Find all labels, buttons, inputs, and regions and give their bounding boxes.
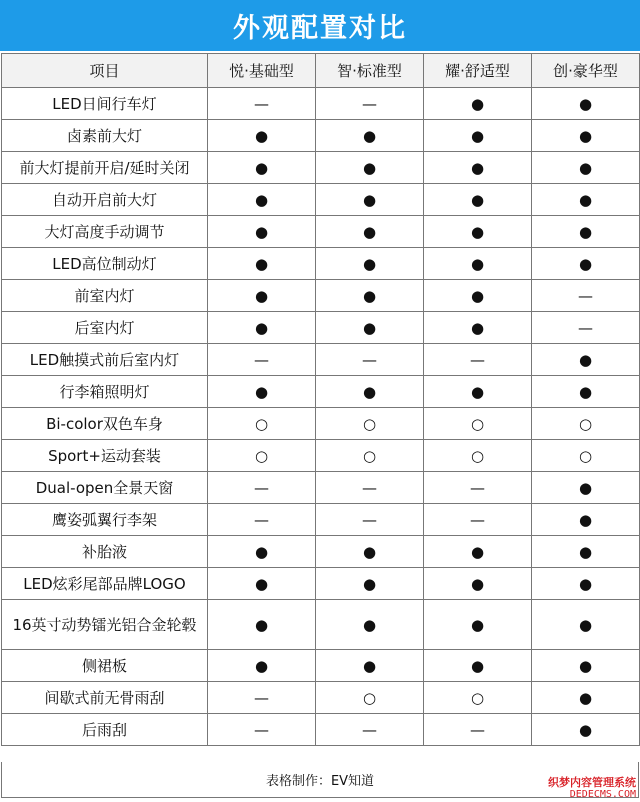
trim-cell xyxy=(424,600,532,650)
trim-cell xyxy=(424,714,532,746)
trim-cell xyxy=(208,88,316,120)
standard-dot-icon: ● xyxy=(470,574,485,593)
column-header-trim: 悦·基础型 xyxy=(208,54,316,88)
not-available-dash-icon: — xyxy=(254,94,269,113)
trim-cell xyxy=(316,120,424,152)
trim-cell xyxy=(532,120,640,152)
table-row xyxy=(2,216,640,248)
trim-cell xyxy=(532,682,640,714)
trim-cell xyxy=(532,600,640,650)
standard-dot-icon: ● xyxy=(254,126,269,145)
table-row xyxy=(2,568,640,600)
standard-dot-icon: ● xyxy=(254,656,269,675)
trim-cell xyxy=(208,682,316,714)
trim-cell xyxy=(316,568,424,600)
row-label: 补胎液 xyxy=(2,536,208,568)
trim-cell xyxy=(208,600,316,650)
row-label: 侧裙板 xyxy=(2,650,208,682)
trim-cell xyxy=(316,650,424,682)
standard-dot-icon: ● xyxy=(362,542,377,561)
standard-dot-icon: ● xyxy=(470,190,485,209)
trim-cell xyxy=(316,504,424,536)
trim-cell xyxy=(424,344,532,376)
trim-cell xyxy=(208,440,316,472)
trim-cell xyxy=(424,504,532,536)
standard-dot-icon: ● xyxy=(578,615,593,634)
trim-cell xyxy=(532,184,640,216)
optional-circle-icon: ○ xyxy=(470,446,485,465)
trim-cell xyxy=(424,120,532,152)
standard-dot-icon: ● xyxy=(254,382,269,401)
column-header-trim: 智·标准型 xyxy=(316,54,424,88)
row-label: 自动开启前大灯 xyxy=(2,184,208,216)
row-label: 卤素前大灯 xyxy=(2,120,208,152)
trim-cell xyxy=(532,536,640,568)
trim-cell xyxy=(316,344,424,376)
trim-cell xyxy=(316,472,424,504)
trim-cell xyxy=(532,472,640,504)
row-label: 鹰姿弧翼行李架 xyxy=(2,504,208,536)
optional-circle-icon: ○ xyxy=(362,446,377,465)
not-available-dash-icon: — xyxy=(470,478,485,497)
trim-cell xyxy=(208,376,316,408)
table-row xyxy=(2,682,640,714)
trim-cell xyxy=(208,650,316,682)
optional-circle-icon: ○ xyxy=(470,688,485,707)
trim-cell xyxy=(316,682,424,714)
not-available-dash-icon: — xyxy=(470,350,485,369)
trim-cell xyxy=(208,312,316,344)
row-label: LED触摸式前后室内灯 xyxy=(2,344,208,376)
optional-circle-icon: ○ xyxy=(362,414,377,433)
table-header-row xyxy=(2,54,640,88)
trim-cell xyxy=(424,408,532,440)
standard-dot-icon: ● xyxy=(254,615,269,634)
trim-cell xyxy=(208,344,316,376)
optional-circle-icon: ○ xyxy=(254,446,269,465)
trim-cell xyxy=(316,312,424,344)
standard-dot-icon: ● xyxy=(578,94,593,113)
trim-cell xyxy=(532,568,640,600)
trim-cell xyxy=(208,568,316,600)
trim-cell xyxy=(424,376,532,408)
not-available-dash-icon: — xyxy=(362,94,377,113)
not-available-dash-icon: — xyxy=(362,350,377,369)
standard-dot-icon: ● xyxy=(578,158,593,177)
table-row xyxy=(2,248,640,280)
table-row xyxy=(2,714,640,746)
table-row xyxy=(2,88,640,120)
trim-cell xyxy=(208,714,316,746)
trim-cell xyxy=(424,650,532,682)
standard-dot-icon: ● xyxy=(578,382,593,401)
row-label: Sport+运动套装 xyxy=(2,440,208,472)
standard-dot-icon: ● xyxy=(578,126,593,145)
standard-dot-icon: ● xyxy=(470,254,485,273)
standard-dot-icon: ● xyxy=(362,126,377,145)
trim-cell xyxy=(532,504,640,536)
trim-cell xyxy=(532,216,640,248)
trim-cell xyxy=(208,504,316,536)
standard-dot-icon: ● xyxy=(470,286,485,305)
optional-circle-icon: ○ xyxy=(362,688,377,707)
not-available-dash-icon: — xyxy=(362,510,377,529)
standard-dot-icon: ● xyxy=(470,542,485,561)
trim-cell xyxy=(208,408,316,440)
row-label: 后雨刮 xyxy=(2,714,208,746)
trim-cell xyxy=(424,472,532,504)
standard-dot-icon: ● xyxy=(470,126,485,145)
trim-cell xyxy=(532,312,640,344)
page-title: 外观配置对比 xyxy=(233,13,407,44)
standard-dot-icon: ● xyxy=(578,190,593,209)
standard-dot-icon: ● xyxy=(254,318,269,337)
standard-dot-icon: ● xyxy=(470,615,485,634)
standard-dot-icon: ● xyxy=(470,158,485,177)
trim-cell xyxy=(316,408,424,440)
row-label: 前室内灯 xyxy=(2,280,208,312)
trim-cell xyxy=(424,440,532,472)
optional-circle-icon: ○ xyxy=(578,414,593,433)
standard-dot-icon: ● xyxy=(470,94,485,113)
standard-dot-icon: ● xyxy=(362,382,377,401)
not-available-dash-icon: — xyxy=(362,478,377,497)
not-available-dash-icon: — xyxy=(254,720,269,739)
standard-dot-icon: ● xyxy=(254,190,269,209)
not-available-dash-icon: — xyxy=(254,478,269,497)
trim-cell xyxy=(532,714,640,746)
standard-dot-icon: ● xyxy=(254,574,269,593)
table-row xyxy=(2,312,640,344)
table-row xyxy=(2,120,640,152)
standard-dot-icon: ● xyxy=(362,656,377,675)
row-label: LED日间行车灯 xyxy=(2,88,208,120)
table-row xyxy=(2,440,640,472)
standard-dot-icon: ● xyxy=(362,222,377,241)
standard-dot-icon: ● xyxy=(362,318,377,337)
watermark-cn: 织梦内容管理系统 xyxy=(548,775,636,789)
trim-cell xyxy=(208,280,316,312)
standard-dot-icon: ● xyxy=(578,542,593,561)
standard-dot-icon: ● xyxy=(578,478,593,497)
trim-cell xyxy=(424,216,532,248)
table-row xyxy=(2,408,640,440)
trim-cell xyxy=(424,312,532,344)
trim-cell xyxy=(316,152,424,184)
standard-dot-icon: ● xyxy=(470,656,485,675)
trim-cell xyxy=(316,376,424,408)
standard-dot-icon: ● xyxy=(578,350,593,369)
table-row xyxy=(2,184,640,216)
row-label: 前大灯提前开启/延时关闭 xyxy=(2,152,208,184)
trim-cell xyxy=(316,536,424,568)
standard-dot-icon: ● xyxy=(578,720,593,739)
table-row xyxy=(2,504,640,536)
table-row xyxy=(2,536,640,568)
trim-cell xyxy=(208,184,316,216)
watermark-en: DEDECMS.COM xyxy=(569,789,636,800)
trim-cell xyxy=(208,536,316,568)
not-available-dash-icon: — xyxy=(254,350,269,369)
trim-cell xyxy=(532,248,640,280)
trim-cell xyxy=(316,88,424,120)
standard-dot-icon: ● xyxy=(578,688,593,707)
table-row xyxy=(2,280,640,312)
not-available-dash-icon: — xyxy=(578,318,593,337)
trim-cell xyxy=(532,88,640,120)
table-row xyxy=(2,650,640,682)
trim-cell xyxy=(316,248,424,280)
standard-dot-icon: ● xyxy=(578,656,593,675)
trim-cell xyxy=(208,472,316,504)
trim-cell xyxy=(532,650,640,682)
row-label: LED高位制动灯 xyxy=(2,248,208,280)
row-label: LED炫彩尾部品牌LOGO xyxy=(2,568,208,600)
standard-dot-icon: ● xyxy=(254,158,269,177)
row-label: 16英寸动势镭光铝合金轮毂 xyxy=(2,600,208,650)
row-label: 后室内灯 xyxy=(2,312,208,344)
trim-cell xyxy=(208,248,316,280)
table-row xyxy=(2,152,640,184)
watermark xyxy=(548,777,636,800)
optional-circle-icon: ○ xyxy=(470,414,485,433)
row-label: Dual-open全景天窗 xyxy=(2,472,208,504)
optional-circle-icon: ○ xyxy=(254,414,269,433)
table-footer xyxy=(1,762,639,798)
trim-cell xyxy=(424,280,532,312)
table-row xyxy=(2,472,640,504)
trim-cell xyxy=(316,714,424,746)
trim-cell xyxy=(424,184,532,216)
not-available-dash-icon: — xyxy=(470,720,485,739)
not-available-dash-icon: — xyxy=(578,286,593,305)
trim-cell xyxy=(532,376,640,408)
not-available-dash-icon: — xyxy=(362,720,377,739)
trim-cell xyxy=(424,568,532,600)
standard-dot-icon: ● xyxy=(254,254,269,273)
standard-dot-icon: ● xyxy=(578,574,593,593)
trim-cell xyxy=(424,152,532,184)
trim-cell xyxy=(316,184,424,216)
trim-cell xyxy=(532,344,640,376)
not-available-dash-icon: — xyxy=(470,510,485,529)
trim-cell xyxy=(316,216,424,248)
trim-cell xyxy=(316,600,424,650)
standard-dot-icon: ● xyxy=(362,254,377,273)
standard-dot-icon: ● xyxy=(470,318,485,337)
trim-cell xyxy=(208,152,316,184)
trim-cell xyxy=(424,682,532,714)
standard-dot-icon: ● xyxy=(578,510,593,529)
row-label: 间歇式前无骨雨刮 xyxy=(2,682,208,714)
row-label: Bi-color双色车身 xyxy=(2,408,208,440)
trim-cell xyxy=(532,280,640,312)
standard-dot-icon: ● xyxy=(362,615,377,634)
standard-dot-icon: ● xyxy=(254,286,269,305)
standard-dot-icon: ● xyxy=(578,222,593,241)
column-header-trim: 创·豪华型 xyxy=(532,54,640,88)
spec-table xyxy=(1,53,640,746)
standard-dot-icon: ● xyxy=(470,222,485,241)
trim-cell xyxy=(208,120,316,152)
trim-cell xyxy=(532,152,640,184)
trim-cell xyxy=(424,536,532,568)
trim-cell xyxy=(424,88,532,120)
standard-dot-icon: ● xyxy=(362,158,377,177)
row-label: 大灯高度手动调节 xyxy=(2,216,208,248)
spec-table-body xyxy=(2,88,640,746)
standard-dot-icon: ● xyxy=(470,382,485,401)
trim-cell xyxy=(316,440,424,472)
standard-dot-icon: ● xyxy=(362,286,377,305)
footer-credit: 表格制作：EV知道 xyxy=(265,774,375,789)
title-bar xyxy=(0,0,640,51)
column-header-item: 项目 xyxy=(2,54,208,88)
optional-circle-icon: ○ xyxy=(578,446,593,465)
table-row xyxy=(2,344,640,376)
standard-dot-icon: ● xyxy=(578,254,593,273)
row-label: 行李箱照明灯 xyxy=(2,376,208,408)
trim-cell xyxy=(208,216,316,248)
table-row xyxy=(2,376,640,408)
trim-cell xyxy=(532,440,640,472)
not-available-dash-icon: — xyxy=(254,688,269,707)
trim-cell xyxy=(424,248,532,280)
column-header-trim: 耀·舒适型 xyxy=(424,54,532,88)
standard-dot-icon: ● xyxy=(254,542,269,561)
not-available-dash-icon: — xyxy=(254,510,269,529)
standard-dot-icon: ● xyxy=(362,574,377,593)
trim-cell xyxy=(532,408,640,440)
standard-dot-icon: ● xyxy=(254,222,269,241)
trim-cell xyxy=(316,280,424,312)
standard-dot-icon: ● xyxy=(362,190,377,209)
table-row xyxy=(2,600,640,650)
